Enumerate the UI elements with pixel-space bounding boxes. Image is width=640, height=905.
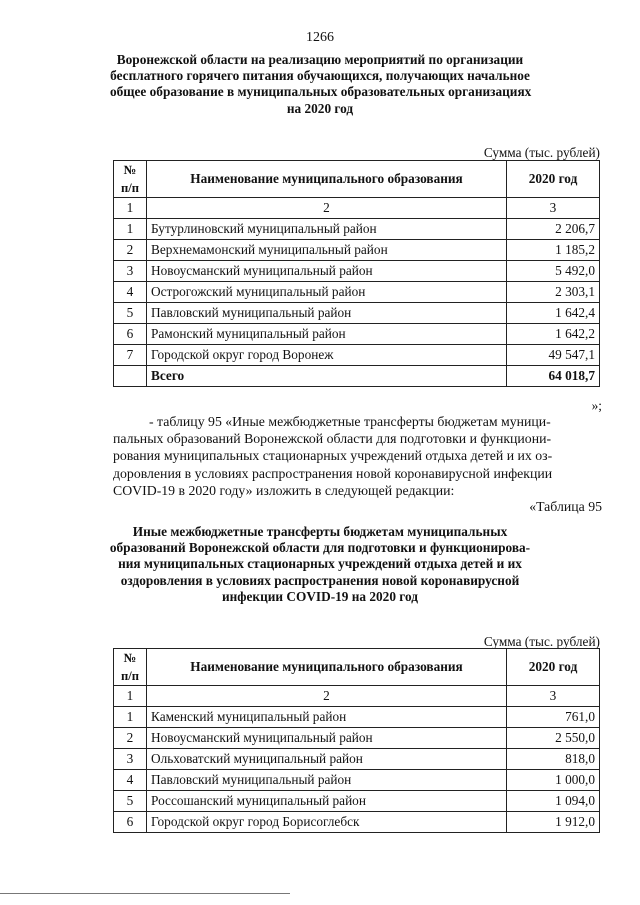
header-num: [114, 161, 147, 198]
header-name: Наименование муниципального образования: [147, 649, 507, 686]
row-value: 2 206,7: [507, 219, 600, 240]
row-num: 2: [114, 728, 147, 749]
row-value: 1 094,0: [507, 791, 600, 812]
row-num: 2: [114, 240, 147, 261]
header-year: 2020 год: [507, 161, 600, 198]
paragraph-line: - таблицу 95 «Иные межбюджетные трансферты бюджетам муници-: [149, 414, 551, 429]
row-name: Новоусманский муниципальный район: [147, 261, 507, 282]
column-index-row: [114, 198, 600, 219]
heading-line: Воронежской области на реализацию мероприятий по организации: [116, 52, 524, 67]
row-value: 818,0: [507, 749, 600, 770]
header-num-line1: №: [123, 651, 137, 665]
budget-table-2: [113, 648, 600, 833]
total-row: [114, 366, 600, 387]
table-row: [114, 749, 600, 770]
section2-heading: [100, 524, 540, 605]
index-cell: 1: [114, 686, 147, 707]
heading-line: ния муниципальных стационарных учреждений отдыха детей и их: [118, 556, 522, 572]
total-label: Всего: [147, 366, 507, 387]
row-name: Острогожский муниципальный район: [147, 282, 507, 303]
table-row: [114, 812, 600, 833]
table-header-row: [114, 161, 600, 198]
heading-line: образований Воронежской области для подготовки и функционирова-: [109, 540, 531, 556]
paragraph-line: пальных образований Воронежской области для подготовки и функциони-: [113, 431, 552, 447]
row-name: Городской округ город Борисоглебск: [147, 812, 507, 833]
units-label: Сумма (тыс. рублей): [483, 145, 600, 160]
header-name: Наименование муниципального образования: [147, 161, 507, 198]
row-num: 6: [114, 324, 147, 345]
paragraph-line: доровления в условиях распространения новой коронавирусной инфекции: [113, 465, 553, 481]
table-row: [114, 324, 600, 345]
table-row: [114, 791, 600, 812]
row-value: 2 550,0: [507, 728, 600, 749]
row-num: 7: [114, 345, 147, 366]
row-name: Бутурлиновский муниципальный район: [147, 219, 507, 240]
row-value: 1 912,0: [507, 812, 600, 833]
row-name: Павловский муниципальный район: [147, 303, 507, 324]
section1-heading: [110, 52, 530, 117]
row-value: 1 642,2: [507, 324, 600, 345]
table-row: [114, 707, 600, 728]
row-name: Рамонский муниципальный район: [147, 324, 507, 345]
row-name: Городской округ город Воронеж: [147, 345, 507, 366]
amendment-paragraph: [113, 413, 600, 499]
closing-quote-mark: »;: [591, 398, 602, 413]
table-row: [114, 240, 600, 261]
heading-line: общее образование в муниципальных образовательных организациях: [110, 84, 532, 100]
index-cell: 3: [507, 686, 600, 707]
table-row: [114, 770, 600, 791]
row-num: 3: [114, 261, 147, 282]
header-num-line2: п/п: [120, 669, 139, 683]
heading-line: бесплатного горячего питания обучающихся, получающих начальное: [110, 68, 530, 84]
page-number: 1266: [306, 30, 334, 45]
footer-rule: [0, 893, 290, 894]
header-year: 2020 год: [507, 649, 600, 686]
header-num: [114, 649, 147, 686]
row-name: Россошанский муниципальный район: [147, 791, 507, 812]
total-num-cell: [114, 366, 147, 387]
table-header-row: [114, 649, 600, 686]
row-num: 1: [114, 219, 147, 240]
row-num: 6: [114, 812, 147, 833]
row-name: Новоусманский муниципальный район: [147, 728, 507, 749]
units-label: Сумма (тыс. рублей): [483, 634, 600, 649]
table-row: [114, 261, 600, 282]
index-cell: 2: [147, 198, 507, 219]
table-row: [114, 219, 600, 240]
row-num: 4: [114, 282, 147, 303]
row-value: 5 492,0: [507, 261, 600, 282]
row-value: 2 303,1: [507, 282, 600, 303]
heading-line: на 2020 год: [286, 100, 354, 116]
row-num: 5: [114, 303, 147, 324]
row-value: 761,0: [507, 707, 600, 728]
budget-table-1: [113, 160, 600, 387]
row-name: Ольховатский муниципальный район: [147, 749, 507, 770]
index-cell: 2: [147, 686, 507, 707]
row-name: Верхнемамонский муниципальный район: [147, 240, 507, 261]
index-cell: 1: [114, 198, 147, 219]
row-value: 1 185,2: [507, 240, 600, 261]
column-index-row: [114, 686, 600, 707]
paragraph-line: COVID-19 в 2020 году» изложить в следующей редакции:: [113, 482, 455, 498]
row-num: 1: [114, 707, 147, 728]
table-row: [114, 728, 600, 749]
row-num: 4: [114, 770, 147, 791]
row-value: 1 000,0: [507, 770, 600, 791]
row-name: Павловский муниципальный район: [147, 770, 507, 791]
row-num: 3: [114, 749, 147, 770]
header-num-line1: №: [123, 163, 137, 177]
row-num: 5: [114, 791, 147, 812]
heading-line: оздоровления в условиях распространения новой коронавирусной: [120, 572, 520, 588]
total-value: 64 018,7: [507, 366, 600, 387]
heading-line: инфекции COVID-19 на 2020 год: [221, 588, 419, 604]
row-value: 1 642,4: [507, 303, 600, 324]
table-row: [114, 345, 600, 366]
paragraph-line: рования муниципальных стационарных учреждений отдыха детей и их оз-: [113, 448, 553, 464]
header-num-line2: п/п: [120, 181, 139, 195]
table-row: [114, 303, 600, 324]
table-row: [114, 282, 600, 303]
row-name: Каменский муниципальный район: [147, 707, 507, 728]
heading-line: Иные межбюджетные трансферты бюджетам муниципальных: [132, 524, 508, 539]
row-value: 49 547,1: [507, 345, 600, 366]
index-cell: 3: [507, 198, 600, 219]
table-reference: «Таблица 95: [529, 499, 602, 514]
